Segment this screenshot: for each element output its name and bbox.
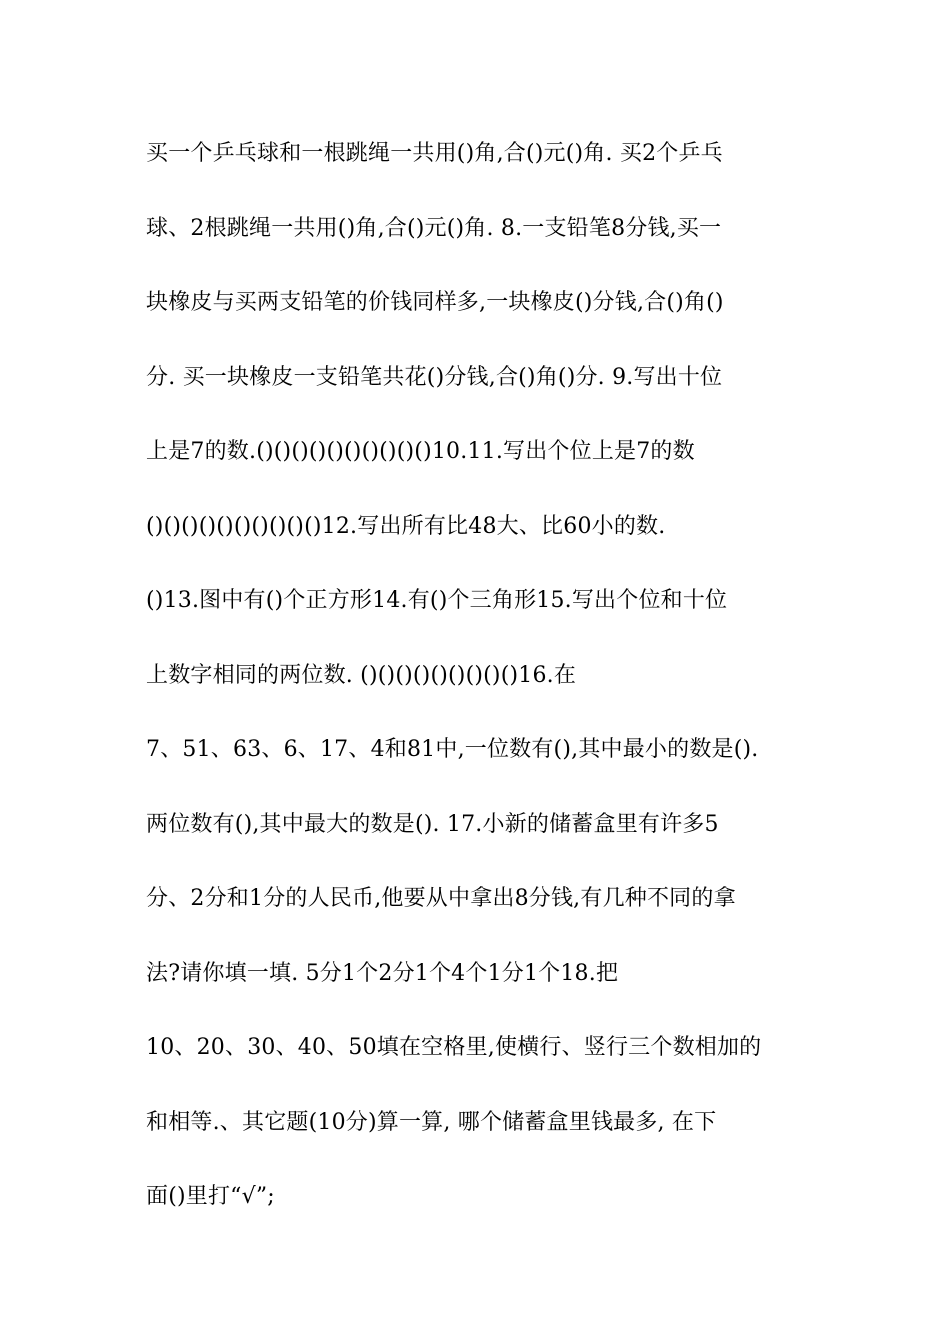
- text-line: 上数字相同的两位数. ()()()()()()()()()16.在: [146, 662, 577, 688]
- text-line: 上是7的数.()()()()()()()()()()10.11.写出个位上是7的数: [146, 439, 695, 464]
- text-line: 法?请你填一填. 5分1个2分1个4个1分1个18.把: [146, 960, 619, 986]
- text-line: 分、2分和1分的人民币,他要从中拿出8分钱,有几种不同的拿: [146, 886, 736, 911]
- text-line: 分. 买一块橡皮一支铅笔共花()分钱,合()角()分. 9.写出十位: [146, 364, 723, 390]
- body-text: [146, 132, 816, 1250]
- text-line: 两位数有(),其中最大的数是(). 17.小新的储蓄盒里有许多5: [146, 811, 719, 837]
- text-line: ()()()()()()()()()()12.写出所有比48大、比60小的数.: [146, 513, 666, 539]
- text-line: 面()里打“√”;: [146, 1184, 275, 1209]
- text-line: 块橡皮与买两支铅笔的价钱同样多,一块橡皮()分钱,合()角(): [146, 290, 724, 315]
- text-line: ()13.图中有()个正方形14.有()个三角形15.写出个位和十位: [146, 588, 728, 613]
- text-line: 球、2根跳绳一共用()角,合()元()角. 8.一支铅笔8分钱,买一: [146, 215, 722, 241]
- text-line: 10、20、30、40、50填在空格里,使横行、竖行三个数相加的: [146, 1035, 762, 1060]
- text-line: 买一个乒乓球和一根跳绳一共用()角,合()元()角. 买2个乒乓: [146, 141, 723, 166]
- text-line: 7、51、63、6、17、4和81中,一位数有(),其中最小的数是().: [146, 737, 759, 762]
- text-line: 和相等.、其它题(10分)算一算, 哪个储蓄盒里钱最多, 在下: [146, 1109, 717, 1135]
